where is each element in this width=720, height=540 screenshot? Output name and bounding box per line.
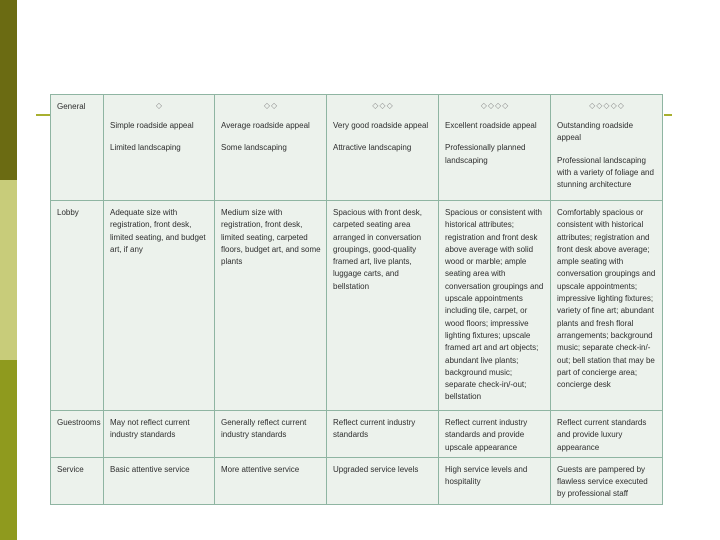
diamond-rating-icon: ◇◇◇ bbox=[372, 101, 394, 110]
diamond-rating-table bbox=[50, 94, 663, 505]
table-cell bbox=[327, 457, 439, 504]
cell-text: Some landscaping bbox=[221, 143, 287, 153]
sidebar-segment-olive bbox=[0, 360, 17, 540]
table-cell bbox=[104, 411, 215, 458]
table-cell bbox=[551, 201, 663, 411]
title-rule-right bbox=[664, 114, 672, 116]
cell-text: Basic attentive service bbox=[110, 464, 190, 474]
row-category-label: Service bbox=[51, 457, 104, 504]
sidebar-stripe bbox=[0, 0, 17, 540]
cell-text: Reflect current standards and provide luxury appearance bbox=[557, 418, 647, 452]
cell-text: Professionally planned landscaping bbox=[445, 143, 526, 165]
table-cell bbox=[551, 457, 663, 504]
table-cell bbox=[439, 457, 551, 504]
table-cell bbox=[104, 457, 215, 504]
sidebar-segment-dark bbox=[0, 0, 17, 180]
row-category-label: Guestrooms bbox=[51, 411, 104, 458]
cell-text: Very good roadside appeal bbox=[333, 121, 429, 130]
table-cell bbox=[104, 201, 215, 411]
cell-text: Reflect current industry standards bbox=[333, 418, 416, 440]
cell-text: More attentive service bbox=[221, 464, 300, 474]
table-row-guestrooms bbox=[51, 411, 663, 458]
rating-table-container bbox=[50, 94, 662, 501]
diamond-rating-icon: ◇◇◇◇◇ bbox=[589, 101, 625, 110]
diamond-rating-icon: ◇ bbox=[155, 101, 164, 110]
cell-text: Generally reflect current industry standards bbox=[221, 418, 307, 440]
cell-text: Guests are pampered by flawless service executed by professional staff bbox=[557, 464, 648, 499]
cell-text: Outstanding roadside appeal bbox=[557, 121, 634, 143]
cell-text: Limited landscaping bbox=[110, 143, 181, 153]
table-cell bbox=[215, 201, 327, 411]
cell-text: Average roadside appeal bbox=[221, 121, 310, 130]
table-cell bbox=[551, 95, 663, 201]
cell-text: Spacious with front desk, carpeted seating area arranged in conversation groupings, good-quality framed art, live plants, luggage carts, and bellstation bbox=[333, 208, 422, 291]
diamond-rating-icon: ◇◇◇◇ bbox=[480, 101, 510, 110]
cell-text: Attractive landscaping bbox=[333, 143, 412, 153]
table-row-service bbox=[51, 457, 663, 504]
table-row-general bbox=[51, 95, 663, 201]
title-rule-left bbox=[36, 114, 50, 116]
table-cell bbox=[327, 411, 439, 458]
cell-text: Reflect current industry standards and provide upscale appearance bbox=[445, 418, 528, 452]
cell-text: Professional landscaping with a variety of foliage and stunning architecture bbox=[557, 155, 654, 190]
table-cell bbox=[215, 457, 327, 504]
sidebar-segment-light bbox=[0, 180, 17, 360]
table-cell bbox=[439, 411, 551, 458]
table-cell bbox=[551, 411, 663, 458]
table-cell bbox=[327, 201, 439, 411]
table-cell bbox=[327, 95, 439, 201]
table-row-lobby bbox=[51, 201, 663, 411]
table-cell bbox=[439, 95, 551, 201]
row-category-label: General bbox=[51, 95, 104, 201]
table-cell bbox=[215, 411, 327, 458]
cell-text: Comfortably spacious or consistent with historical attributes; registration and front desk above average; ample seating with conversation groupings and upscale appointments; impressive lighting fixtures; variety of fine art; abundant plants and fresh floral arrangements; background music; separate check-in/-out; bell station that may be part of concierge area; concierge desk bbox=[557, 208, 656, 390]
table-cell bbox=[439, 201, 551, 411]
diamond-rating-icon: ◇◇ bbox=[263, 101, 279, 110]
cell-text: May not reflect current industry standards bbox=[110, 418, 190, 440]
cell-text: Medium size with registration, front desk, limited seating, carpeted floors, budget art, and some plants bbox=[221, 208, 321, 267]
cell-text: High service levels and hospitality bbox=[445, 464, 528, 487]
row-category-label: Lobby bbox=[51, 201, 104, 411]
cell-text: Spacious or consistent with historical attributes; registration and front desk above average with solid wood or marble; ample seating area with conversation groupings and upscale appointments including tile, carpet, or wood floors; impressive lighting fixtures; upscale framed art and art objects; abundant live plants; background music; separate check-in/-out; bellstation bbox=[445, 208, 544, 402]
cell-text: Excellent roadside appeal bbox=[445, 121, 537, 130]
table-cell bbox=[104, 95, 215, 201]
cell-text: Simple roadside appeal bbox=[110, 121, 194, 130]
cell-text: Adequate size with registration, front desk, limited seating, and budget art, if any bbox=[110, 208, 206, 254]
cell-text: Upgraded service levels bbox=[333, 464, 419, 474]
table-cell bbox=[215, 95, 327, 201]
